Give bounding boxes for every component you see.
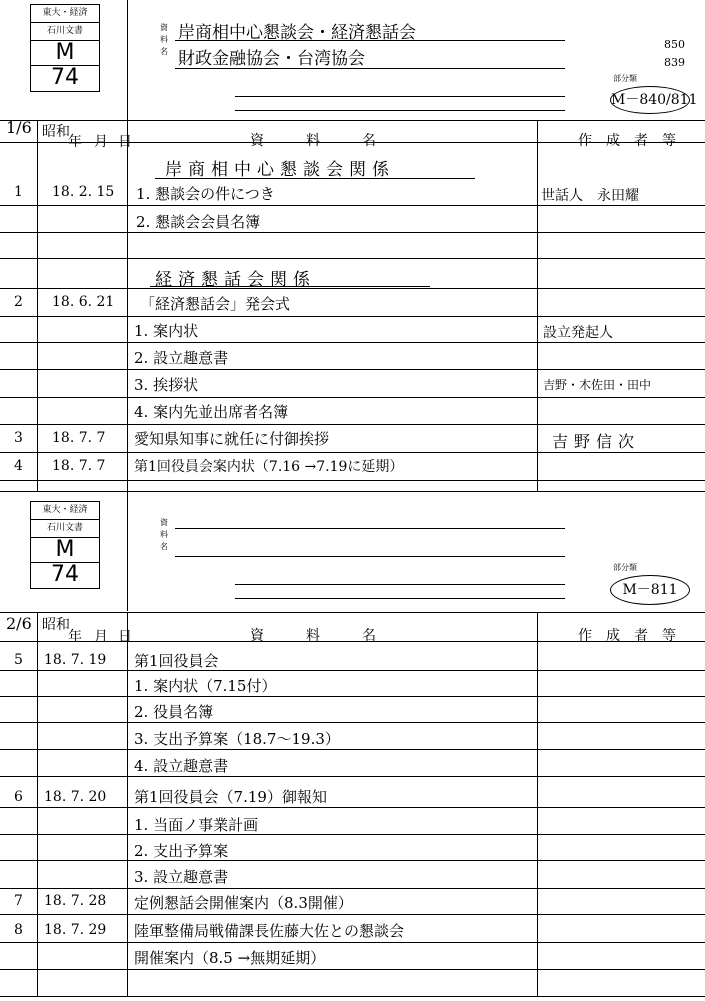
row-author: 吉野信次 (552, 432, 641, 451)
archive-stamp (30, 4, 100, 92)
side-number-1: 850 (664, 38, 685, 51)
row-date: 18. 7. 19 (44, 652, 107, 668)
row-author: 吉野・木佐田・田中 (543, 378, 652, 392)
stamp-line2: 石川文書 (31, 23, 99, 41)
class-code-2: M－811 (610, 575, 690, 605)
row-date: 18. 2. 15 (52, 184, 115, 200)
row-text: 定例懇話会開催案内（8.3開催） (134, 894, 353, 912)
stamp-line1: 東大・経済 (31, 502, 99, 520)
side-number-2: 839 (664, 56, 685, 69)
row-date: 18. 7. 20 (44, 789, 107, 805)
header-era: 昭和 (42, 124, 70, 140)
row-text: 第1回役員会 (134, 652, 219, 670)
row-text: 「経済懇話会」発会式 (140, 295, 291, 313)
row-text: 愛知県知事に就任に付御挨拶 (134, 430, 330, 448)
row-no: 3 (14, 430, 23, 446)
class-label-2: 部分類 (613, 563, 637, 572)
page-number-2: 2/6 (6, 614, 32, 633)
header-month: 月 (94, 629, 108, 645)
header-year: 年 (68, 134, 82, 150)
row-text: 第1回役員会（7.19）御報知 (134, 788, 327, 806)
row-date: 18. 7. 28 (44, 893, 107, 909)
row-no: 1 (14, 184, 23, 200)
header-month: 月 (94, 134, 108, 150)
stamp-code-letter: M (31, 41, 99, 66)
row-no: 5 (14, 652, 23, 668)
row-author: 設立発起人 (543, 325, 613, 341)
row-text: 4. 設立趣意書 (134, 757, 229, 775)
header-author: 作 成 者 等 (578, 628, 676, 644)
page-number: 1/6 (6, 118, 32, 137)
stamp-code-letter: M (31, 538, 99, 563)
stamp-line2: 石川文書 (31, 520, 99, 538)
material-label-2: 資 料 名 (160, 518, 168, 551)
row-text: 2. 懇談会会員名簿 (136, 213, 261, 231)
section-heading-a: 岸商相中心懇談会関係 (165, 160, 395, 180)
row-no: 7 (14, 893, 23, 909)
header-day: 日 (118, 134, 132, 150)
row-text: 1. 案内状（7.15付） (134, 677, 277, 695)
header-doc: 資 料 名 (250, 628, 376, 644)
stamp-code-number: 74 (51, 65, 79, 90)
header-day: 日 (118, 629, 132, 645)
row-text: 第1回役員会案内状（7.16 →7.19に延期） (134, 459, 404, 475)
row-no: 4 (14, 458, 23, 474)
row-text: 2. 設立趣意書 (134, 349, 229, 367)
row-text: 4. 案内先並出席者名簿 (134, 403, 289, 421)
header-doc: 資 料 名 (250, 133, 376, 149)
row-text: 1. 当面ノ事業計画 (134, 816, 259, 834)
row-text: 1. 懇談会の件につき (136, 185, 275, 203)
row-text: 3. 挨拶状 (134, 376, 199, 394)
class-code: M－840/811 (610, 86, 690, 114)
row-text: 開催案内（8.5 →無期延期） (134, 949, 326, 967)
header-author: 作 成 者 等 (578, 133, 676, 149)
archive-stamp-2 (30, 501, 100, 589)
header-era: 昭和 (42, 617, 70, 633)
row-text: 3. 設立趣意書 (134, 868, 229, 886)
row-date: 18. 7. 29 (44, 922, 107, 938)
row-no: 6 (14, 789, 23, 805)
row-date: 18. 7. 7 (52, 458, 106, 474)
header-year: 年 (68, 629, 82, 645)
material-name-line2: 財政金融協会・台湾協会 (178, 49, 365, 69)
row-text: 3. 支出予算案（18.7～19.3） (134, 730, 340, 748)
row-date: 18. 7. 7 (52, 430, 106, 446)
row-no: 2 (14, 294, 23, 310)
row-text: 1. 案内状 (134, 322, 199, 340)
row-author: 世話人 永田耀 (541, 188, 639, 204)
row-date: 18. 6. 21 (52, 294, 115, 310)
material-name-line1: 岸商相中心懇談会・経済懇話会 (178, 23, 416, 43)
stamp-code-number: 74 (51, 562, 79, 587)
row-text: 2. 役員名簿 (134, 703, 214, 721)
class-label: 部分類 (613, 74, 637, 83)
section-heading-b: 経済懇話会関係 (155, 270, 316, 290)
row-no: 8 (14, 922, 23, 938)
row-text: 陸軍整備局戦備課長佐藤大佐との懇談会 (134, 922, 405, 940)
row-text: 2. 支出予算案 (134, 842, 229, 860)
stamp-line1: 東大・経済 (31, 5, 99, 23)
material-label: 資 料 名 (160, 23, 168, 56)
